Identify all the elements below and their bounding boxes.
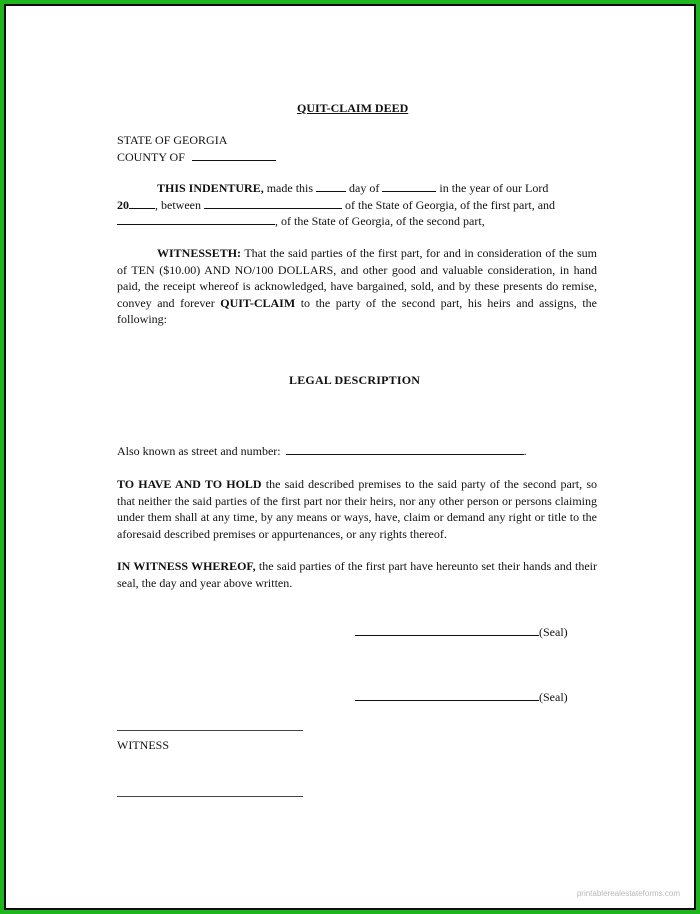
state-county-block (117, 132, 597, 165)
state-line: STATE OF GEORGIA (117, 133, 228, 147)
in-witness-lead: IN WITNESS WHEREOF, (117, 559, 256, 573)
witness-line-2[interactable] (117, 796, 303, 797)
habendum-paragraph: TO HAVE AND TO HOLD the said described premises to the said party of the second part, so that neither the said parties of the first part nor their heirs, nor any other person or persons claiming under them shall at any time, by any means or ways, have, claim or demand any right or title to the aforesaid described premises or appurtenances, or any rights thereof. (117, 477, 597, 541)
signature-line-2[interactable] (355, 689, 539, 701)
witness-line-1[interactable] (117, 730, 303, 731)
document-page (4, 4, 696, 910)
year-blank[interactable] (129, 197, 155, 209)
seal-label-1: (Seal) (539, 625, 568, 639)
seal-signature-1 (355, 624, 568, 641)
signature-line-1[interactable] (355, 624, 539, 636)
document-title: QUIT-CLAIM DEED (297, 101, 409, 115)
grantor-blank[interactable] (204, 197, 342, 209)
legal-description-heading: LEGAL DESCRIPTION (289, 373, 421, 387)
seal-signature-2 (355, 689, 568, 706)
in-witness-paragraph: IN WITNESS WHEREOF, the said parties of the first part have hereunto set their hands and their seal, the day and year above written. (117, 559, 597, 590)
indenture-paragraph: THIS INDENTURE, made this day of in the year of our Lord 20 , between of the State of Georgia, of the first part, and , of the State of Georgia, of the second part, (117, 181, 556, 228)
habendum-lead: TO HAVE AND TO HOLD (117, 477, 262, 491)
indenture-lead: THIS INDENTURE, (157, 181, 264, 195)
month-blank[interactable] (382, 180, 436, 192)
seal-label-2: (Seal) (539, 690, 568, 704)
witness-label: WITNESS (117, 738, 169, 752)
witnesseth-lead: WITNESSETH: (157, 246, 242, 260)
year-prefix: 20 (117, 197, 129, 212)
county-blank[interactable] (192, 149, 276, 161)
street-address-line: Also known as street and number: . (117, 444, 527, 458)
street-blank[interactable] (286, 443, 524, 455)
county-label: COUNTY OF (117, 149, 185, 164)
grantee-blank[interactable] (117, 213, 275, 225)
witnesseth-paragraph: WITNESSETH: That the said parties of the first part, for and in consideration of the sum of TEN ($10.00) AND NO/100 DOLLARS, and other good and valuable consideration, in hand paid, the receipt whereof is acknowledged, have bargained, sold, and by these presents do remise, convey and forever QUIT-CLAIM to the party of the second part, his heirs and assigns, the following: (117, 246, 597, 326)
county-line (117, 149, 597, 166)
day-blank[interactable] (316, 180, 346, 192)
street-label: Also known as street and number: (117, 444, 281, 458)
watermark-text: printablerealestateforms.com (576, 889, 680, 898)
